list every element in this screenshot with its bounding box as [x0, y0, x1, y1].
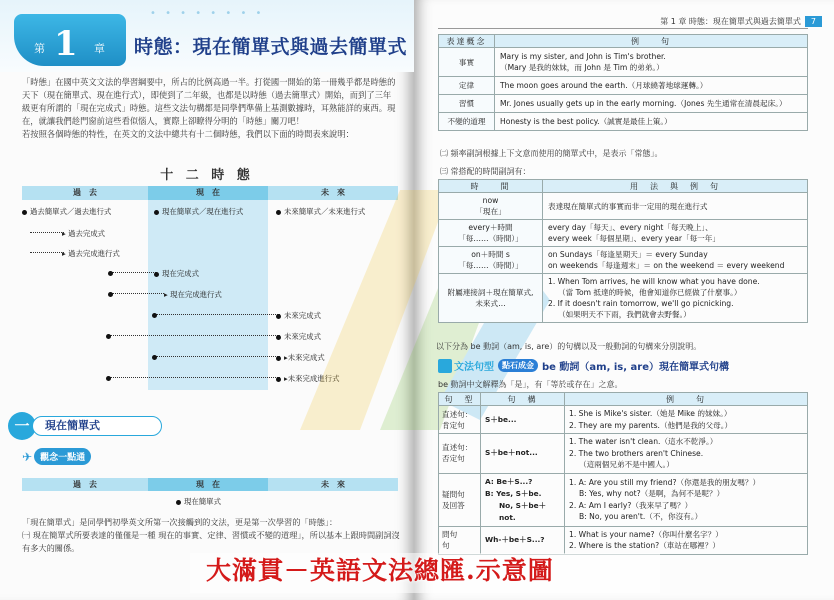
timeline-line [156, 314, 280, 315]
table-header: 表達概念 例 句 [439, 35, 808, 48]
table-row: on＋時間 s 「每……（時間）」 on Sundays「每逢星期天」＝ every Sunday on weekends「每逢週末」＝ on the weekend ＝ every weekend [439, 247, 808, 274]
timeline-row: 未來簡單式／未來進行式 [276, 206, 365, 217]
watermark-caption: 大滿貫－英語文法總匯.示意圖 [206, 556, 554, 585]
timeline-header [22, 186, 398, 200]
table-row: 附屬連接詞＋現在簡單式, 未來式… 1. When Tom arrives, he will know what you have done. （當 Tom 抵達的時候，他會知道你已經做了什麼事。） 2. If it doesn't rain tomorrow, we'll go picnicking. （如果明天不下雨，我們就會去野餐。） [439, 274, 808, 323]
table-row: 習慣 Mr. Jones usually gets up in the early morning.（Jones 先生通常在清晨起床。） [439, 95, 808, 113]
dot-icon [154, 210, 159, 215]
table-header: 句 型 句 構 例 句 [439, 393, 808, 406]
table-row: now 「現在」 表達現在簡單式的事實而非一定用的現在進行式 [439, 193, 808, 220]
bird-icon: ✈ [22, 449, 33, 464]
timeline-row: 過去簡單式／過去進行式 [22, 206, 111, 217]
dot-icon [276, 335, 281, 340]
dot-icon [276, 356, 281, 361]
timeline-row [108, 268, 116, 277]
dot-icon [276, 314, 281, 319]
dot-icon [108, 292, 113, 297]
timeline-line [112, 272, 156, 273]
dot-icon [108, 271, 113, 276]
timeline-line [112, 293, 164, 294]
table-row: 直述句： 否定句 S＋be＋not... 1. The water isn't clean.（這水不乾淨。） 2. The two brothers aren't Chinese. （這兩個兄弟不是中國人。） [439, 434, 808, 474]
dot-icon [152, 313, 157, 318]
timeline-row: 未來完成式 [276, 310, 321, 321]
book-icon [438, 359, 452, 373]
timeline-future: 未 來 [268, 186, 398, 200]
running-head: 第 1 章 時態：現在簡單式與過去簡單式 7 [660, 16, 822, 27]
table-row: 問句 句 Wh-＋be＋S...? 1. What is your name?（你叫什麼名字？） 2. Where is the station?（車站在哪裡？） [439, 526, 808, 554]
timeline-line [30, 232, 64, 233]
timeline2-present: 現 在 [148, 478, 268, 491]
timeline-row: ▸未來完成進行式 [276, 373, 339, 384]
header-rule [438, 28, 808, 29]
table-row: 不變的道理 Honesty is the best policy.（誠實是最佳上策。） [439, 113, 808, 131]
paragraph: 「現在簡單式」是同學們初學英文所第一次接觸到的文法，更是第一次學習的「時態」： [22, 517, 338, 527]
timeline-title: 十 二 時 態 [160, 168, 254, 183]
chapter-title: 時態：現在簡單式與過去簡單式 [134, 36, 408, 58]
timeline-row [152, 310, 160, 319]
dot-icon [22, 210, 27, 215]
decorative-dots: • • • • • • • • [150, 8, 265, 19]
timeline-line [110, 377, 280, 378]
timeline-line [30, 252, 64, 253]
dot-icon [176, 500, 181, 505]
timeline-row [106, 373, 114, 382]
timeline-row [106, 331, 114, 340]
timeline-row [152, 352, 160, 361]
timeline-line [156, 356, 280, 357]
page-number: 7 [805, 16, 822, 27]
table-row: 直述句： 肯定句 S＋be... 1. She is Mike's sister.（她是 Mike 的妹妹。） 2. They are my parents.（他們是我的父母。） [439, 406, 808, 434]
timeline-row: ▸ 過去完成進行式 [62, 249, 120, 258]
table-row: 疑問句 及回答 A: Be＋S...? B: Yes, S＋be. No, S＋be＋not. 1. A: Are you still my friend?（你還是我的朋友嗎？） B: Yes, why not?（是啊，為何不是呢？） 2. A: Am I early?（我來早了嗎？） B: No, you aren't.（不，你沒有。） [439, 473, 808, 526]
note-adverbs: ㈢ 常搭配的時間副詞有： [440, 167, 531, 176]
chapter-prefix: 第 [34, 42, 45, 55]
intro-paragraph: 若按照各個時態的特性，在英文的文法中總共有十二個時態，我們以下面的時間表來說明： [22, 129, 354, 139]
dot-icon [152, 355, 157, 360]
timeline-row: 現在簡單式／現在進行式 [154, 206, 243, 217]
timeline-row: 未來完成式 [276, 331, 321, 342]
badge: 點石成金 [498, 359, 538, 372]
timeline-row [108, 289, 116, 298]
concept-label: ✈ 觀念一點通 [22, 448, 91, 466]
timeline2-past: 過 去 [22, 478, 148, 491]
note-frequency: ㈡ 頻率副詞根據上下文意而使用的簡單式中，是表示「常態」。 [440, 149, 663, 158]
dot-icon [106, 334, 111, 339]
timeline-row: ▸ 過去完成式 [62, 229, 106, 238]
chapter-suffix: 章 [94, 42, 105, 55]
section-title: 現在簡單式 [32, 416, 162, 436]
intro-paragraph: 「時態」在國中英文文法的學習綱要中，所占的比例高過一半。打從國一開始的第一冊幾乎都是時態的天下（現在簡單式、現在進行式），即使到了二年級，也都是以時態（過去簡單式）開始，而到了三年級更有所謂的「現在完成式」時態。這些文法句構都是同學們準備上基測數據時，耳熟能詳的東西。現在，就讓我們趁門窗前這些看似惱人，實際上卻瞭得分明的「時態」關刀吧！ [22, 77, 396, 126]
sentence-table [438, 392, 808, 555]
present-simple-text [22, 516, 402, 555]
note-be-verb: 以下分為 be 動詞（am, is, are）的句構以及一般動詞的句構來分別說明。 [436, 342, 702, 351]
dot-icon [106, 376, 111, 381]
dot-icon [276, 210, 281, 215]
note-be-meaning: be 動詞中文解釋為「是」，有「等於或存在」之意。 [438, 380, 623, 389]
chapter-header [0, 0, 414, 72]
timeline-past: 過 去 [22, 186, 148, 200]
dot-icon [276, 377, 281, 382]
table-header: 時 間 用 法 與 例 句 [439, 180, 808, 193]
timeline-row: ▸未來完成式 [276, 352, 325, 363]
table-row: 定律 The moon goes around the earth.（月球繞著地球運轉。） [439, 77, 808, 95]
chapter-number: 1 [54, 24, 78, 64]
timeline-row: 現在完成式 [154, 268, 199, 279]
timeline2-header [22, 478, 398, 491]
section-number: 一 [8, 412, 36, 440]
timeline-row: ▸ 現在完成進行式 [164, 290, 222, 299]
chapter-badge [14, 14, 126, 66]
dot-icon [154, 272, 159, 277]
table-row: every＋時間 「每……（時間）」 every day「每天」、every night「每天晚上」、 every week「每個星期」、every year「每一年」 [439, 220, 808, 247]
timeline2-row: 現在簡單式 [176, 496, 221, 507]
table-row: 事實 Mary is my sister, and John is Tim's brother. （Mary 是我的妹妹，而 John 是 Tim 的弟弟。） [439, 48, 808, 77]
left-page [0, 0, 414, 600]
usage-table [438, 34, 808, 131]
timeline-line [110, 335, 280, 336]
grammar-heading: 文法句型 點石成金 be 動詞（am, is, are）現在簡單式句構 [438, 358, 729, 376]
intro-text [22, 76, 398, 141]
timeline2-future: 未 來 [268, 478, 398, 491]
adverb-table [438, 179, 808, 323]
timeline-present: 現 在 [148, 186, 268, 200]
paragraph: ㈠ 現在簡單式所要表達的僅僅是一種 現在的事實、定律、習慣或不變的道理」，所以基本上跟時間副詞沒有多大的關係。 [22, 530, 400, 553]
